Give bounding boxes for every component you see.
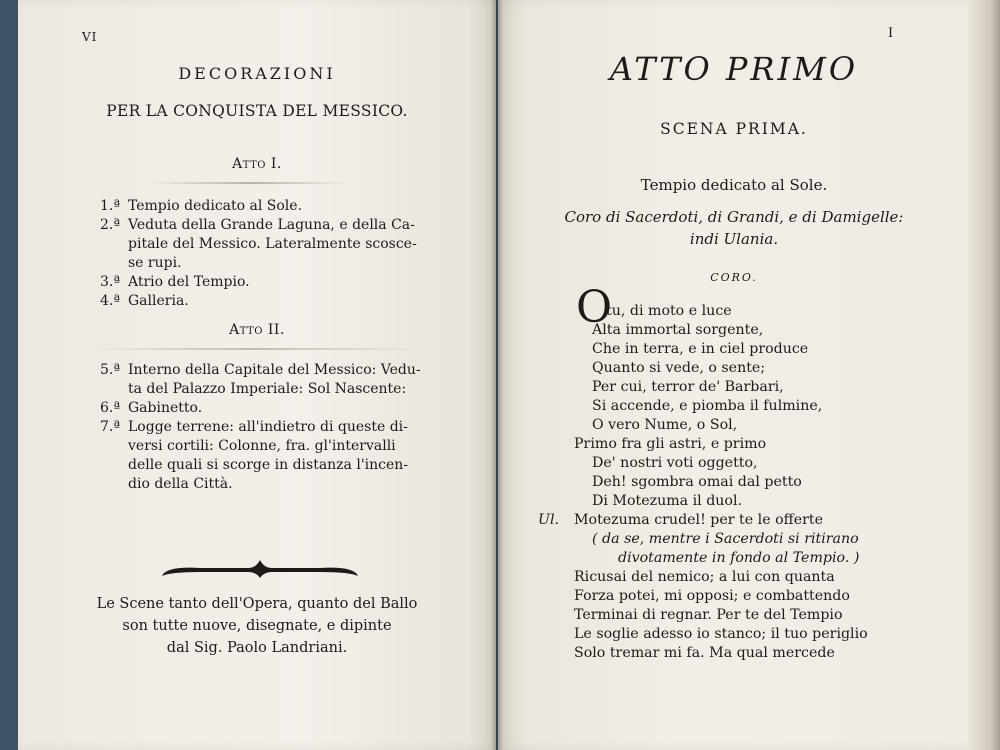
act2-scene-list <box>100 361 470 494</box>
verse-line: Alta immortal sorgente, <box>592 322 764 338</box>
scene-number: 3.ª <box>100 274 121 290</box>
scene-text: Atrio del Tempio. <box>128 274 250 290</box>
scene-text: pitale del Messico. Lateralmente scosce- <box>128 236 417 252</box>
scene-number: 6.ª <box>100 400 121 416</box>
scene-text: Gabinetto. <box>128 400 203 416</box>
stage-direction: ( da se, mentre i Sacerdoti si ritirano <box>592 531 859 547</box>
scenery-note-line: Le Scene tanto dell'Opera, quanto del Ballo <box>96 596 418 612</box>
scene-text: Interno della Capitale del Messico: Vedu- <box>128 362 421 378</box>
scene-text: delle quali si scorge in distanza l'incen- <box>128 457 409 473</box>
act-title: ATTO PRIMO <box>609 50 859 88</box>
verse-line: Deh! sgombra omai dal petto <box>592 474 802 490</box>
act1-rule <box>150 182 350 184</box>
left-title: DECORAZIONI <box>178 64 336 83</box>
scene-text: Galleria. <box>128 293 189 309</box>
characters-line: Coro di Sacerdoti, di Grandi, e di Damigelle: <box>564 208 904 226</box>
scene-title: SCENA PRIMA. <box>660 120 808 138</box>
page-edges <box>968 0 1000 750</box>
verse-line: Terminai di regnar. Per te del Tempio <box>574 607 843 623</box>
verse-line: tu, di moto e luce <box>606 303 732 319</box>
verse-line: Che in terra, e in ciel produce <box>592 341 809 357</box>
scene-item <box>100 399 470 418</box>
verse-line: Solo tremar mi fa. Ma qual mercede <box>574 645 835 661</box>
act2-heading: Atto II. <box>229 322 285 338</box>
drop-cap: O <box>576 282 613 333</box>
ornamental-brace <box>160 558 360 582</box>
chorus-label: CORO. <box>710 271 758 284</box>
scene-text: dio della Città. <box>128 476 233 492</box>
scene-text: Logge terrene: all'indietro di queste di- <box>128 419 408 435</box>
scene-text: Tempio dedicato al Sole. <box>128 198 303 214</box>
scene-number: 4.ª <box>100 293 121 309</box>
verse-line: O vero Nume, o Sol, <box>592 417 738 433</box>
scene-item <box>100 418 470 494</box>
verse-line: Motezuma crudel! per te le offerte <box>574 512 824 528</box>
right-folio: I <box>888 26 894 41</box>
scene-number: 5.ª <box>100 362 121 378</box>
scenery-note-line: son tutte nuove, disegnate, e dipinte <box>122 618 392 634</box>
scene-item <box>100 361 470 399</box>
characters-line: indi Ulania. <box>689 230 779 248</box>
verse-line: Di Motezuma il duol. <box>592 493 743 509</box>
verse-line: Si accende, e piomba il fulmine, <box>592 398 823 414</box>
stage-direction: divotamente in fondo al Tempio. ) <box>618 550 860 566</box>
scene-text: versi cortili: Colonne, fra. gl'intervalli <box>128 438 396 454</box>
left-folio: VI <box>82 30 98 44</box>
scene-item <box>100 197 460 216</box>
verse-line: Primo fra gli astri, e primo <box>574 436 767 452</box>
act1-scene-list <box>100 197 460 311</box>
scene-item <box>100 273 460 292</box>
act1-heading: Atto I. <box>232 156 282 172</box>
scene-text: Veduta della Grande Laguna, e della Ca- <box>128 217 415 233</box>
scene-text: ta del Palazzo Imperiale: Sol Nascente: <box>128 381 407 397</box>
scene-item <box>100 216 460 273</box>
scene-item <box>100 292 460 311</box>
verse-line: Forza potei, mi opposi; e combattendo <box>574 588 850 604</box>
verse-line: Ricusai del nemico; a lui con quanta <box>574 569 835 585</box>
verse-line: Le soglie adesso io stanco; il tuo periglio <box>574 626 868 642</box>
speaker-label: Ul. <box>538 512 560 528</box>
scenery-note-line: dal Sig. Paolo Landriani. <box>166 640 348 656</box>
scene-text: se rupi. <box>128 255 182 271</box>
scene-number: 7.ª <box>100 419 121 435</box>
scene-setting: Tempio dedicato al Sole. <box>640 176 828 194</box>
verse-line: Quanto si vede, o sente; <box>592 360 766 376</box>
left-subtitle: PER LA CONQUISTA DEL MESSICO. <box>106 102 408 120</box>
scene-number: 1.ª <box>100 198 121 214</box>
verse-line: De' nostri voti oggetto, <box>592 455 758 471</box>
act2-rule <box>90 348 420 350</box>
scene-number: 2.ª <box>100 217 121 233</box>
verse-line: Per cui, terror de' Barbari, <box>592 379 784 395</box>
